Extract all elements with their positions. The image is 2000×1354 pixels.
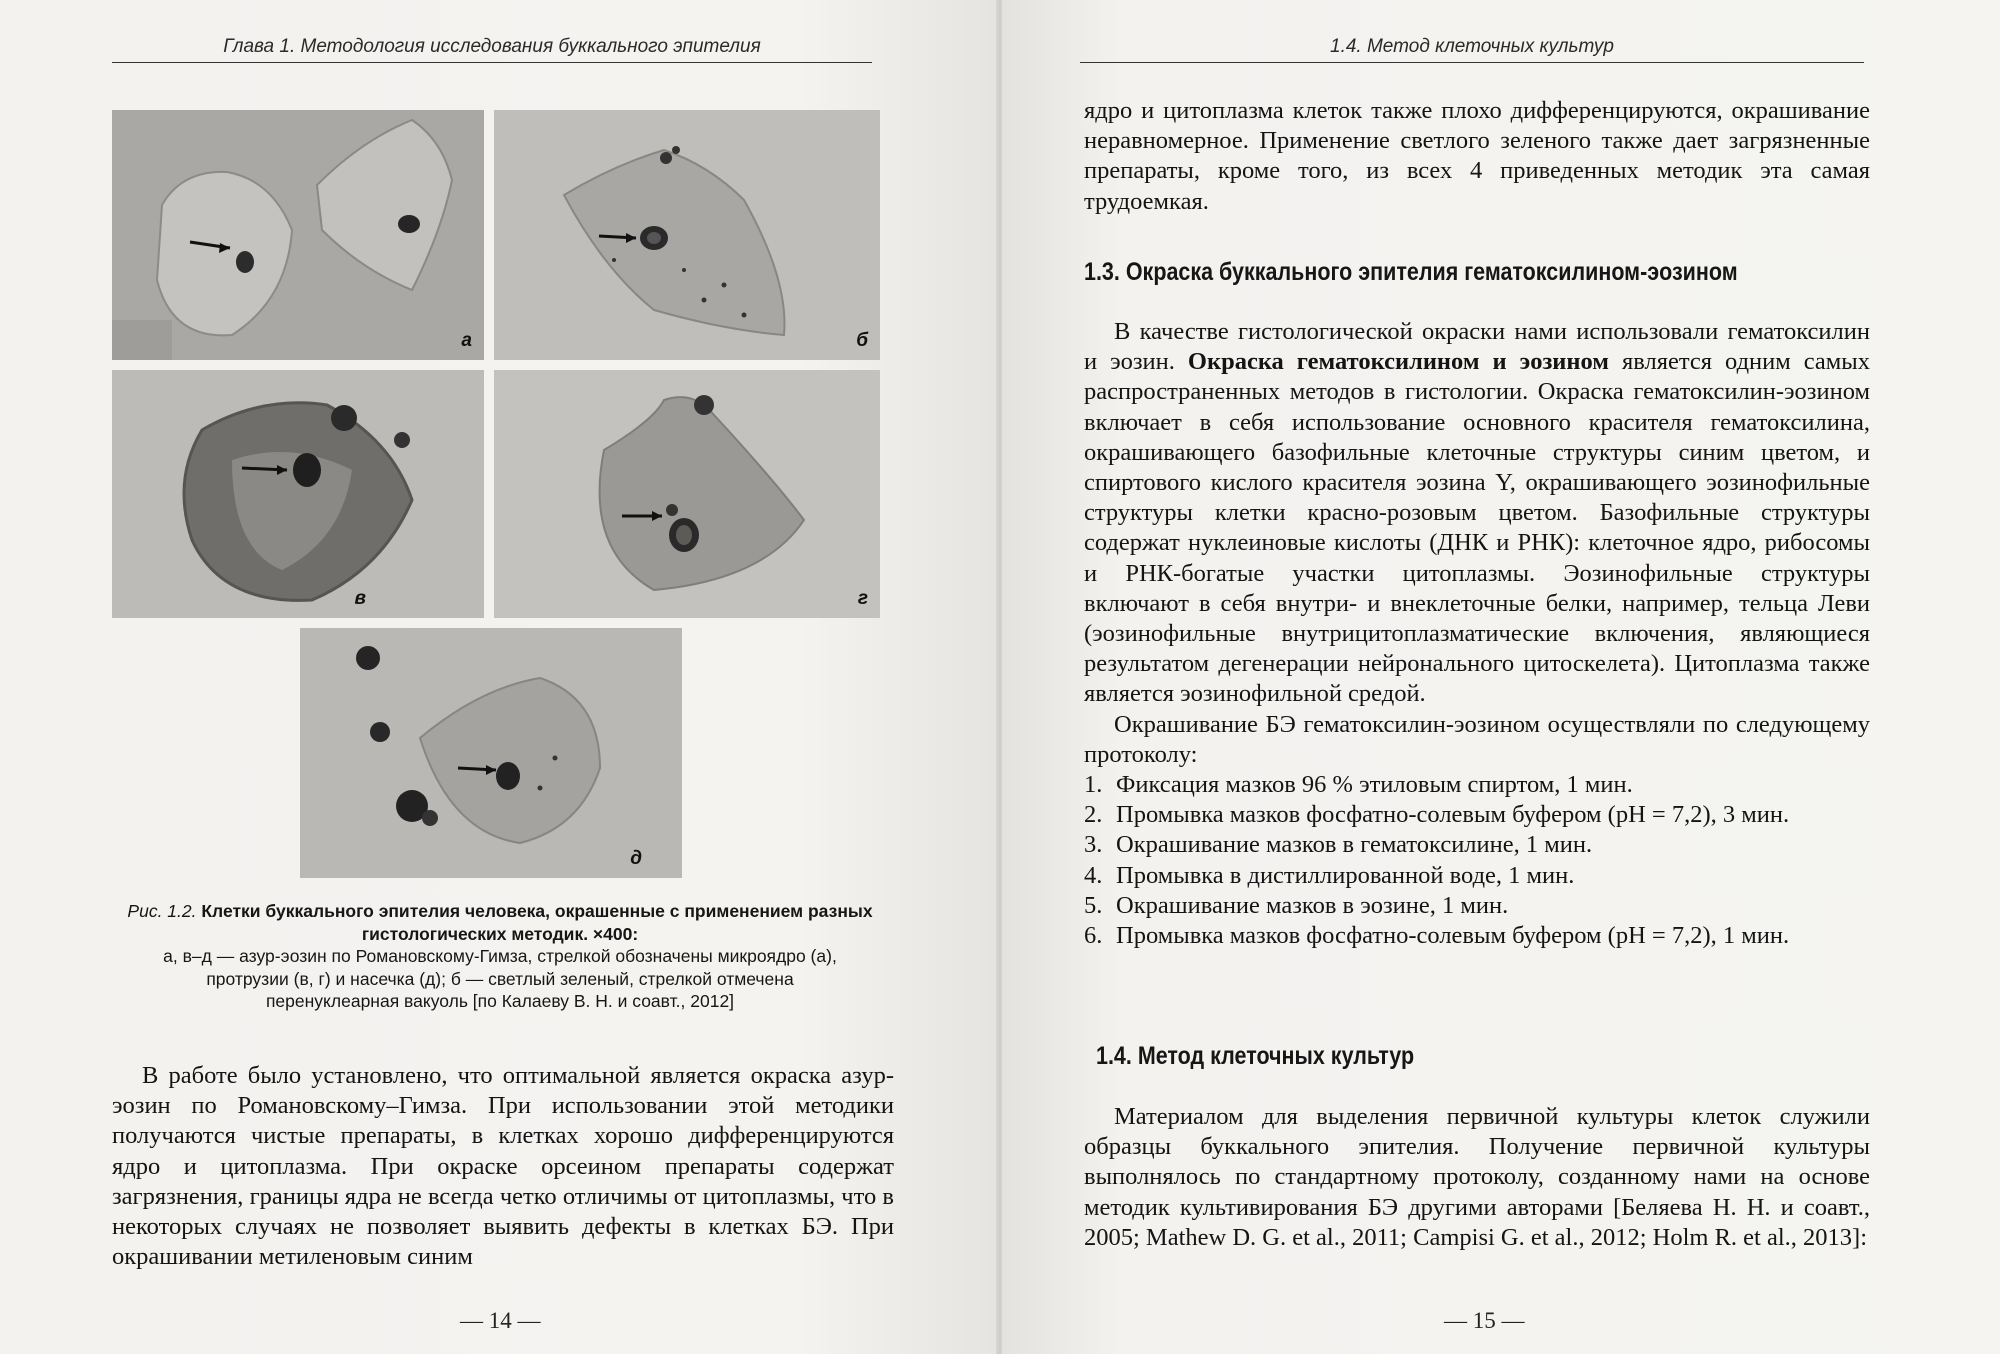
micrograph-v [112, 370, 484, 618]
paragraph: ядро и цитоплазма клеток также плохо дифференцируются, окрашивание неравномерное. Применение светлого зеленого также дает загрязненные препараты, кроме того, из всех 4 приведенных методик эта самая трудоемкая. [1084, 97, 1870, 215]
emphasis-term: Окраска гематоксилином и эозином [1187, 348, 1609, 376]
paragraph: В работе было установлено, что оптимальной является окраска азур-эозин по Романовскому–Гимза. При использовании этой методики получаются чистые препараты, в клетках хорошо дифференцируются ядро и цитоплазма. При окраске орсеином препараты содержат загрязнения, границы ядра не всегда четко отличимы от цитоплазмы, что в некоторых случаях не позволяет выявить дефекты в клетках БЭ. При окрашивании метиленовым синим [112, 1062, 894, 1271]
page-number-left: — 14 — [460, 1308, 541, 1333]
protocol-list [1084, 770, 1870, 951]
figure-caption-line3: перенуклеарная вакуоль [по Калаеву В. Н. и соавт., 2012] [265, 991, 735, 1011]
micrograph-b [494, 110, 880, 360]
micrograph-a [112, 110, 484, 360]
left-body-text [112, 1061, 894, 1272]
paragraph-rest: является одним самых распространенных методов в гистологии. Окраска гематоксилин-эозином включает в себя использование основного красителя гематоксилина, окрашивающего базофильные клеточные структуры синим цветом, и спиртового кислого красителя эозина Y, окрашивающего эозинофильные структуры клетки красно-розовым цветом. Базофильные структуры содержат нуклеиновые кислоты (ДНК и РНК): клеточное ядро, рибосомы и РНК-богатые участки цитоплазмы. Эозинофильные структуры включают в себя внутри- и внеклеточные белки, например, тельца Леви (эозинофильные внутрицитоплазматические включения, являющиеся результатом дегенерации нейронального цитоскелета). Цитоплазма также является эозинофильной средой. [1084, 348, 1871, 708]
list-text: Окрашивание мазков в гематоксилине, 1 мин. [1116, 831, 1593, 859]
list-text: Промывка в дистиллированной воде, 1 мин. [1116, 861, 1575, 889]
list-text: Промывка мазков фосфатно-солевым буфером (pH = 7,2), 3 мин. [1116, 801, 1790, 829]
figure-caption [100, 900, 900, 1013]
section-heading-1-4: 1.4. Метод клеточных культур [1096, 1042, 1415, 1070]
paragraph: Материалом для выделения первичной культуры клеток служили образцы буккального эпителия. Получение первичной культуры выполнялось по стандартному протоколу, созданному нами на основе методик культивирования БЭ другими авторами [Беляева Н. Н. и соавт., 2005; Mathew D. G. et al., 2011; Campisi G. et al., 2012; Holm R. et al., 2013]: [1084, 1103, 1870, 1251]
paragraph: Окрашивание БЭ гематоксилин-эозином осуществляли по следующему протоколу: [1084, 710, 1870, 768]
section-1-3-text [1084, 317, 1870, 951]
figure-title: Клетки буккального эпителия человека, окрашенные с применением разных гистологических методик. ×400: [201, 901, 873, 944]
list-text: Окрашивание мазков в эозине, 1 мин. [1116, 891, 1509, 919]
photo-label-v: в [354, 588, 366, 609]
paragraph-start: В качестве гистологической окраски нами использовали гематоксилин и эозин. [1084, 318, 1870, 376]
section-1-4-text [1084, 1102, 1870, 1253]
list-item [1084, 770, 1870, 800]
list-number: 6. [1084, 922, 1103, 950]
running-head-left: Глава 1. Методология исследования буккального эпителия [112, 32, 872, 63]
list-item [1084, 891, 1870, 921]
photo-label-g: г [857, 588, 868, 609]
micrograph-d [300, 628, 682, 878]
list-number: 2. [1084, 801, 1103, 829]
running-head-right: 1.4. Метод клеточных культур [1080, 32, 1864, 63]
photo-label-b: б [856, 330, 868, 351]
page-number-right: — 15 — [1444, 1308, 1525, 1333]
photo-label-d: д [630, 848, 642, 869]
left-page [0, 0, 998, 1354]
list-number: 4. [1084, 861, 1103, 889]
list-item [1084, 861, 1870, 891]
continuation-text [1084, 96, 1870, 217]
list-item [1084, 921, 1870, 951]
list-item [1084, 800, 1870, 830]
list-text: Фиксация мазков 96 % этиловым спиртом, 1 мин. [1116, 771, 1633, 799]
section-heading-1-3: 1.3. Окраска буккального эпителия гематоксилином-эозином [1084, 258, 1738, 286]
micrograph-g [494, 370, 880, 618]
list-item [1084, 830, 1870, 860]
list-number: 1. [1084, 771, 1103, 799]
figure-number: Рис. 1.2. [127, 901, 197, 921]
list-number: 5. [1084, 891, 1103, 919]
figure-caption-line2: протрузии (в, г) и насечка (д); б — светлый зеленый, стрелкой отмечена [206, 968, 794, 989]
photo-label-a: а [461, 330, 472, 351]
right-page [1002, 0, 2000, 1354]
list-text: Промывка мазков фосфатно-солевым буфером (pH = 7,2), 1 мин. [1116, 922, 1790, 950]
list-number: 3. [1084, 831, 1103, 859]
figure-caption-line1: а, в–д — азур-эозин по Романовскому-Гимза, стрелкой обозначены микроядро (а), [163, 946, 837, 966]
paragraph [1084, 317, 1870, 710]
